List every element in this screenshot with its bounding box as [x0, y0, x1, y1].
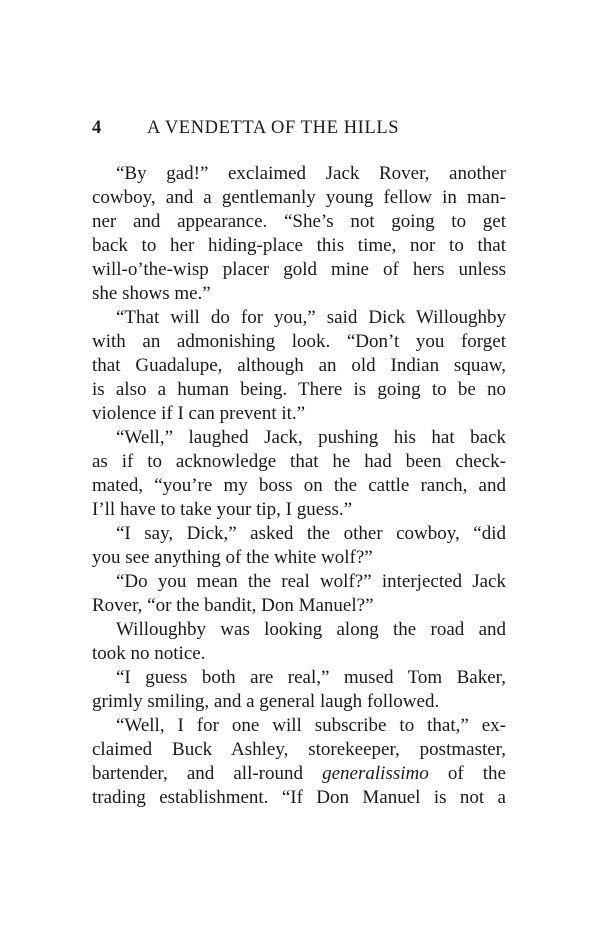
text-line: as if to acknowledge that he had been check- [92, 451, 506, 472]
text-line: cowboy, and a gentlemanly young fellow in man- [92, 187, 506, 208]
text-line: ner and appearance. “She’s not going to get [92, 211, 506, 232]
text-line: “I say, Dick,” asked the other cowboy, “did [116, 523, 506, 544]
text-line: “I guess both are real,” mused Tom Baker, [116, 667, 506, 688]
text-line: “Well,” laughed Jack, pushing his hat back [116, 427, 506, 448]
text-line: with an admonishing look. “Don’t you forget [92, 331, 506, 352]
text-line: took no notice. [92, 643, 206, 664]
text-line: will-o’the-wisp placer gold mine of hers unless [92, 259, 506, 280]
text-line [92, 762, 506, 786]
italic-text: generalissimo [322, 763, 429, 784]
text-line: grimly smiling, and a general laugh followed. [92, 691, 440, 712]
running-head [92, 118, 506, 144]
text-line: she shows me.” [92, 283, 211, 304]
text-line: that Guadalupe, although an old Indian squaw, [92, 355, 506, 376]
text-line: is also a human being. There is going to be no [92, 379, 506, 400]
text-line: “By gad!” exclaimed Jack Rover, another [116, 163, 506, 184]
text-line: mated, “you’re my boss on the cattle ranch, and [92, 475, 506, 496]
text-line: “That will do for you,” said Dick Willoughby [116, 307, 506, 328]
text-line: Willoughby was looking along the road and [116, 619, 506, 640]
body-text [92, 162, 506, 810]
text-line: violence if I can prevent it.” [92, 403, 306, 424]
text-line: back to her hiding-place this time, nor to that [92, 235, 506, 256]
text-line: Rover, “or the bandit, Don Manuel?” [92, 595, 374, 616]
text-line: trading establishment. “If Don Manuel is not a [92, 787, 506, 808]
text-line: you see anything of the white wolf?” [92, 547, 373, 568]
text-line: claimed Buck Ashley, storekeeper, postmaster, [92, 739, 506, 760]
text-line: I’ll have to take your tip, I guess.” [92, 499, 353, 520]
text-line: “Well, I for one will subscribe to that,” ex- [116, 715, 506, 736]
text-segment: bartender, and all-round [92, 763, 323, 784]
text-segment: of the [428, 763, 506, 784]
text-line: “Do you mean the real wolf?” interjected Jack [116, 571, 506, 592]
running-title: A VENDETTA OF THE HILLS [147, 118, 400, 138]
page-number: 4 [92, 118, 102, 138]
